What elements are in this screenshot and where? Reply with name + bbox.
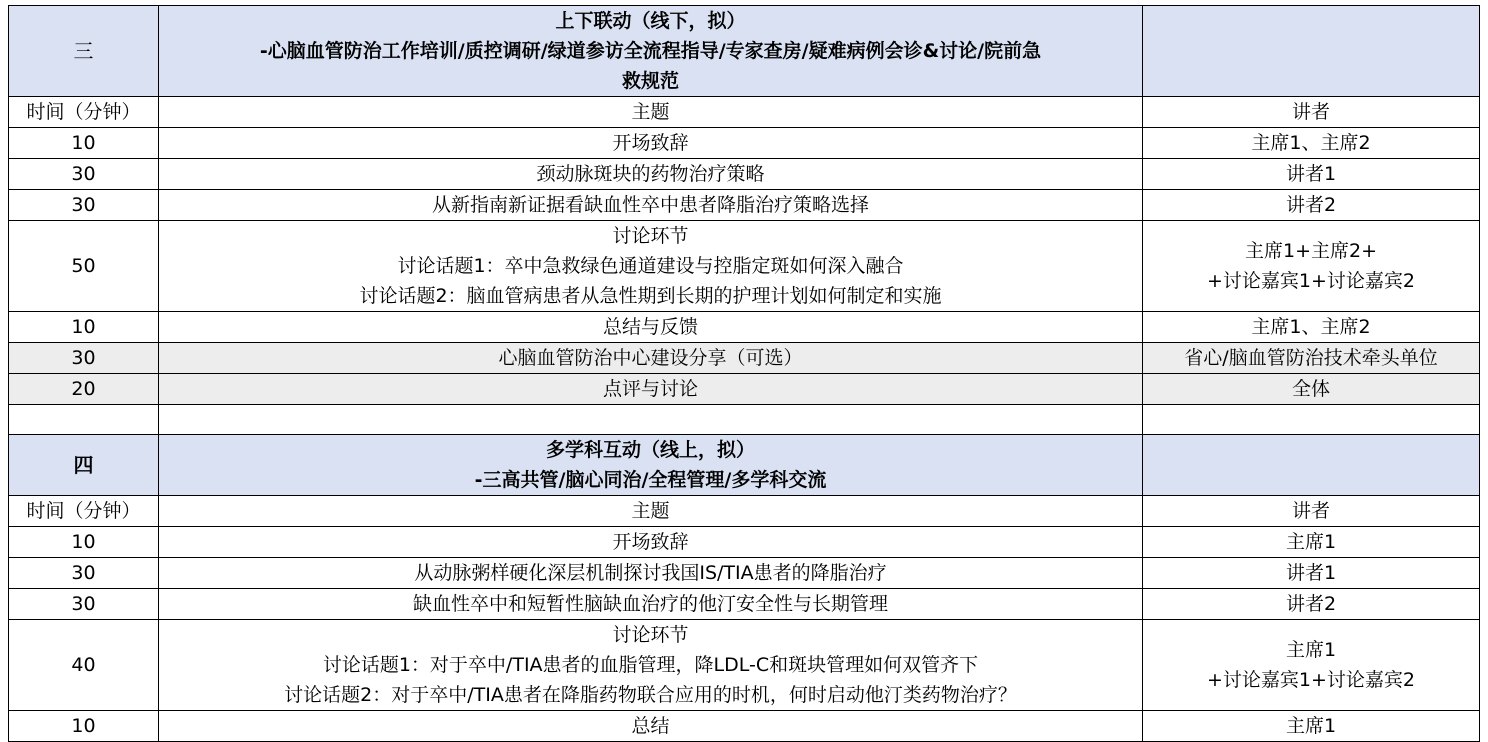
time-cell (9, 221, 159, 312)
time-cell-line: 20 (71, 378, 96, 400)
time-cell-line: 10 (71, 531, 96, 553)
time-cell (9, 312, 159, 343)
header-topic-line: 主题 (631, 101, 670, 123)
column-header-row (9, 97, 1480, 128)
header-speaker-line: 讲者 (1291, 101, 1330, 123)
table-row (9, 711, 1480, 742)
speaker-cell (1143, 374, 1480, 405)
time-cell-line: 40 (71, 654, 96, 676)
topic-cell-line: 开场致辞 (612, 132, 689, 154)
time-cell-line: 30 (71, 194, 96, 216)
section-number-line: 三 (73, 39, 94, 63)
section-number (9, 6, 159, 97)
topic-cell (159, 620, 1143, 711)
topic-cell-line: 讨论环节 (612, 624, 689, 646)
column-header-row (9, 496, 1480, 527)
topic-cell (159, 343, 1143, 374)
topic-cell (159, 558, 1143, 589)
topic-cell-line: 点评与讨论 (602, 378, 698, 400)
table-row (9, 221, 1480, 312)
header-topic (159, 97, 1143, 128)
section-title-empty (1143, 6, 1480, 97)
topic-cell (159, 128, 1143, 159)
header-speaker-line: 讲者 (1291, 500, 1330, 522)
table-row (9, 343, 1480, 374)
blank-cell (9, 405, 159, 435)
table-row (9, 527, 1480, 558)
speaker-cell-line: +讨论嘉宾1+讨论嘉宾2 (1206, 669, 1416, 691)
table-row (9, 312, 1480, 343)
time-cell-line: 30 (71, 593, 96, 615)
table-row (9, 620, 1480, 711)
section-title-line: 救规范 (621, 70, 679, 92)
time-cell-line: 30 (71, 163, 96, 185)
time-cell (9, 128, 159, 159)
blank-row (9, 405, 1480, 435)
topic-cell (159, 589, 1143, 620)
speaker-cell-line: 主席1 (1285, 715, 1337, 737)
topic-cell (159, 221, 1143, 312)
speaker-cell-line: 省心/脑血管防治技术牵头单位 (1184, 347, 1438, 369)
speaker-cell-line: 讲者1 (1285, 562, 1337, 584)
time-cell (9, 589, 159, 620)
speaker-cell (1143, 312, 1480, 343)
speaker-cell-line: 讲者2 (1285, 593, 1337, 615)
section-title (159, 435, 1143, 496)
table-row (9, 558, 1480, 589)
topic-cell (159, 312, 1143, 343)
table-row (9, 374, 1480, 405)
topic-cell (159, 159, 1143, 190)
time-cell (9, 374, 159, 405)
speaker-cell (1143, 343, 1480, 374)
time-cell (9, 343, 159, 374)
topic-cell (159, 374, 1143, 405)
topic-cell-line: 颈动脉斑块的药物治疗策略 (536, 163, 765, 185)
topic-cell-line: 开场致辞 (612, 531, 689, 553)
blank-cell (159, 405, 1143, 435)
time-cell (9, 620, 159, 711)
time-cell-line: 30 (71, 562, 96, 584)
time-cell (9, 711, 159, 742)
table-row (9, 159, 1480, 190)
section-title-row (9, 6, 1480, 97)
topic-cell (159, 711, 1143, 742)
topic-cell-line: 心脑血管防治中心建设分享（可选） (498, 347, 803, 369)
speaker-cell-line: 主席1 (1285, 639, 1337, 661)
table-row (9, 190, 1480, 221)
time-cell-line: 30 (71, 347, 96, 369)
topic-cell-line: 讨论话题2：脑血管病患者从急性期到长期的护理计划如何制定和实施 (359, 285, 942, 307)
topic-cell (159, 527, 1143, 558)
header-speaker (1143, 496, 1480, 527)
topic-cell-line: 缺血性卒中和短暂性脑缺血治疗的他汀安全性与长期管理 (412, 593, 888, 615)
speaker-cell-line: +讨论嘉宾1+讨论嘉宾2 (1206, 270, 1416, 292)
speaker-cell (1143, 190, 1480, 221)
time-cell-line: 10 (71, 316, 96, 338)
table-row (9, 589, 1480, 620)
time-cell-line: 50 (71, 255, 96, 277)
section-title (159, 6, 1143, 97)
speaker-cell (1143, 221, 1480, 312)
header-time (9, 97, 159, 128)
speaker-cell-line: 主席1 (1285, 531, 1337, 553)
topic-cell (159, 190, 1143, 221)
agenda-table (8, 5, 1480, 742)
topic-cell-line: 总结 (631, 715, 670, 737)
section-title-line: 多学科互动（线上，拟） (545, 439, 755, 461)
topic-cell-line: 从动脉粥样硬化深层机制探讨我国IS/TIA患者的降脂治疗 (414, 562, 887, 584)
time-cell-line: 10 (71, 132, 96, 154)
speaker-cell (1143, 620, 1480, 711)
header-time (9, 496, 159, 527)
topic-cell-line: 总结与反馈 (602, 316, 698, 338)
time-cell-line: 10 (71, 715, 96, 737)
speaker-cell (1143, 128, 1480, 159)
section-number-line: 四 (73, 453, 94, 477)
topic-cell-line: 讨论话题2：对于卒中/TIA患者在降脂药物联合应用的时机，何时启动他汀类药物治疗？ (284, 684, 1017, 706)
speaker-cell (1143, 558, 1480, 589)
header-time-line: 时间（分钟） (26, 500, 141, 522)
header-speaker (1143, 97, 1480, 128)
topic-cell-line: 讨论话题1：对于卒中/TIA患者的血脂管理，降LDL-C和斑块管理如何双管齐下 (322, 654, 979, 676)
blank-cell (1143, 405, 1480, 435)
speaker-cell (1143, 589, 1480, 620)
section-number (9, 435, 159, 496)
topic-cell-line: 从新指南新证据看缺血性卒中患者降脂治疗策略选择 (431, 194, 869, 216)
topic-cell-line: 讨论话题1：卒中急救绿色通道建设与控脂定斑如何深入融合 (397, 255, 904, 277)
time-cell (9, 527, 159, 558)
time-cell (9, 159, 159, 190)
speaker-cell-line: 主席1、主席2 (1251, 132, 1371, 154)
section-title-line: -心脑血管防治工作培训/质控调研/绿道参访全流程指导/专家查房/疑难病例会诊&讨论/院前急 (259, 40, 1042, 62)
speaker-cell-line: 主席1+主席2+ (1244, 240, 1378, 262)
header-topic (159, 496, 1143, 527)
time-cell (9, 558, 159, 589)
speaker-cell (1143, 527, 1480, 558)
time-cell (9, 190, 159, 221)
section-title-row (9, 435, 1480, 496)
speaker-cell-line: 讲者1 (1285, 163, 1337, 185)
topic-cell-line: 讨论环节 (612, 225, 689, 247)
header-time-line: 时间（分钟） (26, 101, 141, 123)
section-title-empty (1143, 435, 1480, 496)
speaker-cell-line: 主席1、主席2 (1251, 316, 1371, 338)
section-title-line: 上下联动（线下，拟） (555, 10, 746, 32)
section-title-line: -三高共管/脑心同治/全程管理/多学科交流 (474, 469, 827, 491)
header-topic-line: 主题 (631, 500, 670, 522)
speaker-cell-line: 全体 (1291, 378, 1330, 400)
speaker-cell (1143, 711, 1480, 742)
table-row (9, 128, 1480, 159)
speaker-cell-line: 讲者2 (1285, 194, 1337, 216)
speaker-cell (1143, 159, 1480, 190)
